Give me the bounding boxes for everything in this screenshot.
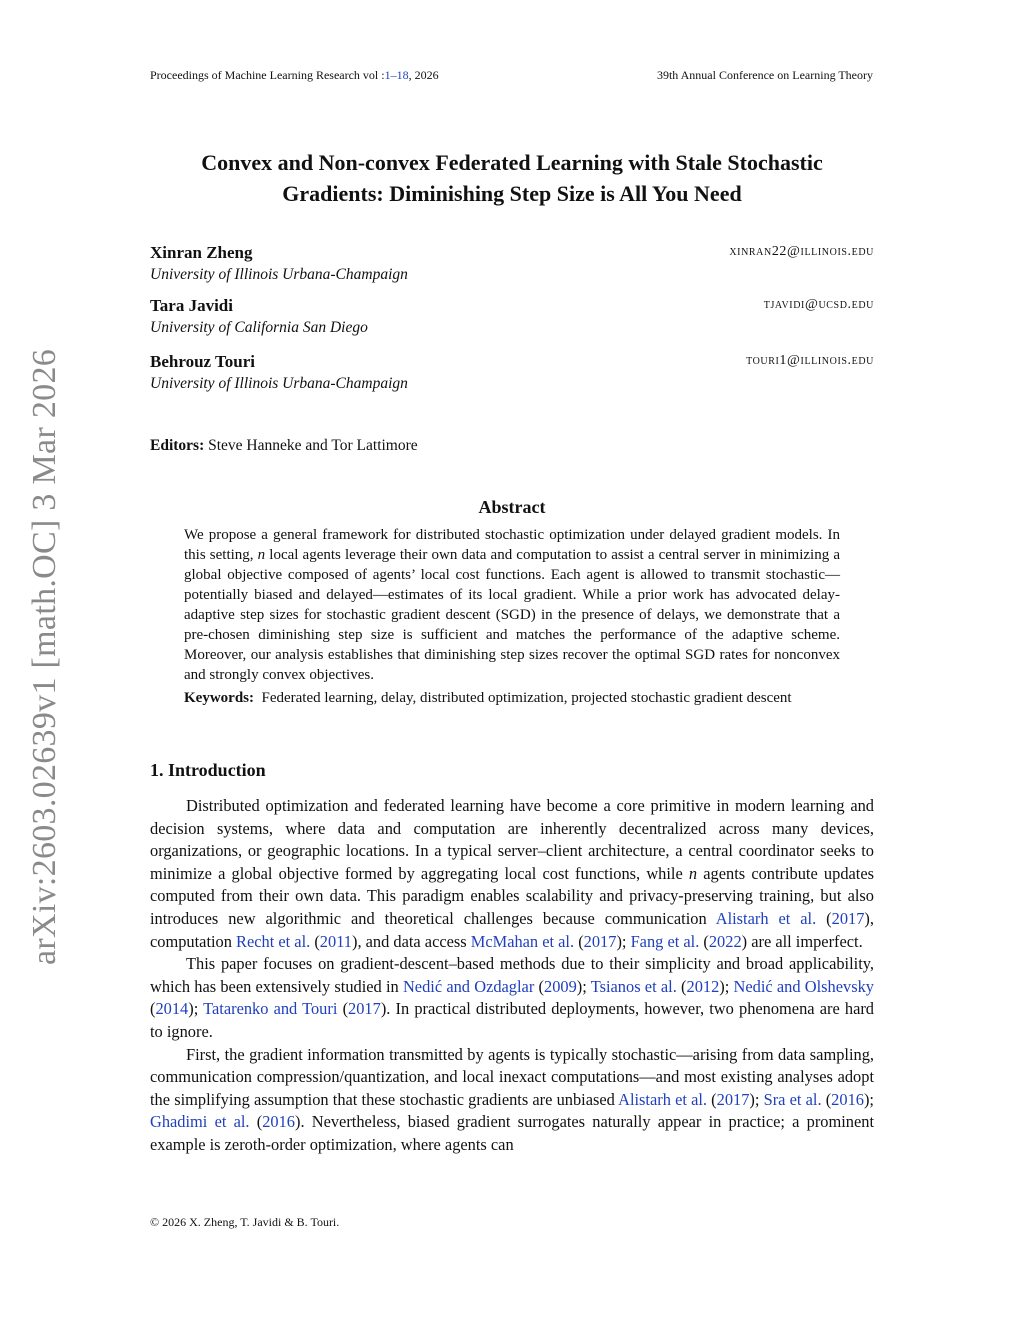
author-block bbox=[150, 351, 874, 394]
header-year: , 2026 bbox=[408, 68, 439, 82]
abstract-paragraph bbox=[184, 525, 840, 685]
citation-year-link[interactable]: 2017 bbox=[716, 1089, 750, 1109]
citation-year-link[interactable]: 2017 bbox=[348, 999, 381, 1019]
text: agents contribute updates computed from their own data. This paradigm enables scalability and privacy-preserving training, but also introduces new algorithmic and theoretical challenges because communication bbox=[150, 863, 874, 928]
author-affiliation: University of Illinois Urbana-Champaign bbox=[150, 375, 408, 392]
author-name: Behrouz Touri bbox=[150, 352, 256, 371]
author-affiliation: University of California San Diego bbox=[150, 319, 368, 336]
section-heading-introduction: 1. Introduction bbox=[150, 760, 266, 780]
text: . In practical distributed deployments, however, two phenomena are hard to ignore. bbox=[150, 999, 875, 1041]
citation-link[interactable]: Sra et al. bbox=[763, 1089, 822, 1109]
paper-title bbox=[150, 147, 874, 209]
paragraph: Distributed optimization and federated learning have become a core primitive in modern learning and decision systems, where data and computation are inherently decentralized across many devices, organizations, or geographic locations. In a typical server–client architecture, a central coordinator seeks to minimize a global objective formed by aggregating local cost functions, while n agents contribute updates computed from their own data. This paradigm enables scalability and privacy-preserving training, but also introduces new algorithmic and theoretical challenges because communication Alistarh et al. (2017), computation Recht et al. (2011), and data access McMahan et al. (2017); Fang et al. (2022) are all imperfect. bbox=[150, 796, 874, 951]
text: are all imperfect. bbox=[747, 931, 863, 951]
author-email[interactable]: xinran22@illinois.edu bbox=[729, 244, 874, 259]
header-proceedings: Proceedings of Machine Learning Research vol : bbox=[150, 68, 385, 82]
abstract-body bbox=[184, 525, 840, 708]
copyright-notice: © 2026 X. Zheng, T. Javidi & B. Touri. bbox=[150, 1215, 340, 1229]
citation-link[interactable]: McMahan et al. bbox=[470, 931, 575, 951]
citation-year-link[interactable]: 2011 bbox=[319, 931, 352, 951]
title-line-1: Convex and Non-convex Federated Learning with Stale Stochastic bbox=[201, 150, 823, 175]
abstract-text: local agents leverage their own data and computation to assist a central server in minimizing a global objective composed of agents’ local cost functions. Each agent is allowed to transmit stochastic—potentially biased and delayed—estimates of its local gradient. While a prior work has advocated delay-adaptive step sizes for stochastic gradient descent (SGD) in the presence of delays, we demonstrate that a pre-chosen diminishing step size is sufficient and matches the performance of the adaptive scheme. Moreover, our analysis establishes that diminishing step sizes recover the optimal SGD rates for nonconvex and strongly convex objectives. bbox=[184, 547, 840, 683]
math-variable-n: n bbox=[688, 863, 698, 883]
math-variable-n: n bbox=[257, 547, 266, 563]
text: This paper focuses on gradient-descent–based methods due to their simplicity and broad applicability, which has been extensively studied in bbox=[150, 954, 874, 996]
editors-label: Editors: bbox=[150, 437, 205, 454]
keywords-label: Keywords: bbox=[184, 690, 254, 706]
author-affiliation: University of Illinois Urbana-Champaign bbox=[150, 266, 408, 283]
author-email[interactable]: tjavidi@ucsd.edu bbox=[763, 297, 874, 312]
author-name: Tara Javidi bbox=[150, 296, 233, 315]
citation-link[interactable]: Alistarh et al. bbox=[618, 1089, 708, 1109]
arxiv-identifier-stamp: arXiv:2603.02639v1 [math.OC] 3 Mar 2026 bbox=[26, 348, 63, 965]
paragraph: First, the gradient information transmitted by agents is typically stochastic—arising from data sampling, communication compression/quantization, and local inexact computations—and most existing analyses adopt the simplifying assumption that these stochastic gradients are unbiased Alistarh et al. (2017); Sra et al. (2016); Ghadimi et al. (2016). Nevertheless, biased gradient surrogates naturally appear in practice; a prominent example is zeroth-order optimization, where agents can bbox=[150, 1044, 875, 1154]
introduction-body bbox=[150, 795, 874, 1157]
author-block bbox=[150, 242, 874, 285]
author-name: Xinran Zheng bbox=[150, 243, 253, 262]
citation-link[interactable]: Fang et al. bbox=[630, 931, 700, 951]
text: , and data access bbox=[357, 931, 471, 951]
text: , computation bbox=[150, 908, 874, 951]
author-email[interactable]: touri1@illinois.edu bbox=[746, 353, 874, 368]
citation-year-link[interactable]: 2017 bbox=[831, 908, 865, 928]
citation-year-link[interactable]: 2014 bbox=[155, 999, 189, 1019]
citation-link[interactable]: Ghadimi et al. bbox=[150, 1112, 250, 1132]
citation-link[interactable]: Tatarenko and Touri bbox=[203, 999, 338, 1019]
keywords-line bbox=[184, 688, 840, 708]
citation-link[interactable]: Recht et al. bbox=[236, 931, 311, 951]
citation-year-link[interactable]: 2016 bbox=[262, 1112, 295, 1132]
abstract-heading: Abstract bbox=[478, 497, 546, 517]
keywords-text: Federated learning, delay, distributed optimization, projected stochastic gradient descent bbox=[261, 690, 792, 706]
text: . Nevertheless, biased gradient surrogates naturally appear in practice; a prominent example is zeroth-order optimization, where agents can bbox=[150, 1112, 875, 1154]
citation-link[interactable]: Nedić and Ozdaglar bbox=[402, 976, 535, 996]
citation-link[interactable]: Alistarh et al. bbox=[715, 908, 817, 928]
citation-year-link[interactable]: 2022 bbox=[708, 931, 742, 951]
citation-link[interactable]: Nedić and Olshevsky bbox=[733, 976, 874, 996]
citation-year-link[interactable]: 2012 bbox=[686, 976, 720, 996]
citation-year-link[interactable]: 2009 bbox=[544, 976, 577, 996]
text: Distributed optimization and federated learning have become a core primitive in modern learning and decision systems, where data and computation are inherently decentralized across many devices, organizations, or geographic locations. In a typical server–client architecture, a central coordinator seeks to minimize a global objective formed by aggregating local cost functions, while bbox=[150, 796, 874, 883]
text: First, the gradient information transmitted by agents is typically stochastic—arising from data sampling, communication compression/quantization, and local inexact computations—and most existing analyses adopt the simplifying assumption that these stochastic gradients are unbiased bbox=[150, 1044, 874, 1109]
running-header-left bbox=[150, 68, 439, 83]
abstract-text: We propose a general framework for distributed stochastic optimization under delayed gradient models. In this setting, bbox=[184, 527, 840, 563]
citation-year-link[interactable]: 2017 bbox=[583, 931, 617, 951]
author-block bbox=[150, 295, 874, 338]
running-header-right: 39th Annual Conference on Learning Theory bbox=[656, 68, 873, 82]
citation-link[interactable]: Tsianos et al. bbox=[590, 976, 677, 996]
citation-year-link[interactable]: 2016 bbox=[831, 1089, 864, 1109]
editors-line bbox=[150, 437, 418, 455]
paragraph: This paper focuses on gradient-descent–based methods due to their simplicity and broad applicability, which has been extensively studied in Nedić and Ozdaglar (2009); Tsianos et al. (2012); Nedić and Olshevsky (2014); Tatarenko and Touri (2017). In practical distributed deployments, however, two phenomena are hard to ignore. bbox=[150, 954, 875, 1041]
title-line-2: Gradients: Diminishing Step Size is All You Need bbox=[282, 181, 742, 206]
editors-names: Steve Hanneke and Tor Lattimore bbox=[208, 437, 418, 454]
header-pages-link[interactable]: 1–18 bbox=[384, 68, 409, 82]
